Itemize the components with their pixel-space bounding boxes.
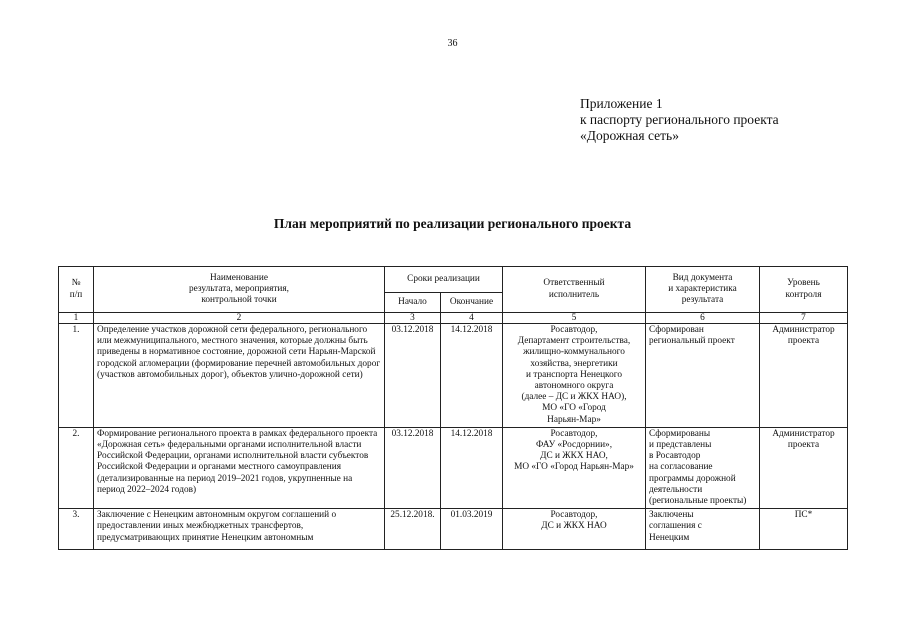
header-control-level: Уровень контроля: [760, 267, 848, 313]
appendix-line-2: к паспорту регионального проекта: [580, 112, 779, 127]
column-number: 4: [441, 313, 503, 324]
appendix-block: [580, 96, 779, 144]
row-control-level: Администратор проекта: [760, 427, 848, 508]
document-title: План мероприятий по реализации регионального проекта: [273, 216, 632, 231]
row-document: Сформирован региональный проект: [646, 324, 760, 428]
row-end-date: 14.12.2018: [441, 324, 503, 428]
header-document: Вид документа и характеристика результата: [646, 267, 760, 313]
header-end: Окончание: [441, 293, 503, 313]
row-number: 3.: [59, 509, 94, 550]
appendix-line-3: «Дорожная сеть»: [580, 128, 679, 143]
row-executor: Росавтодор, Департамент строительства, жилищно-коммунального хозяйства, энергетики и транспорта Ненецкого автономного округа (далее – ДС и ЖКХ НАО), МО «ГО «Город Нарьян-Мар»: [503, 324, 646, 428]
row-control-level: ПС*: [760, 509, 848, 550]
header-number: № п/п: [59, 267, 94, 313]
column-number: 5: [503, 313, 646, 324]
row-name: Определение участков дорожной сети федерального, регионального или межмуниципального, местного значения, которые должны быть приведены в нормативное состояние, дорожной сети Нарьян-Марской городской агломерации (формирование перечней автомобильных дорог (участков автомобильных дорог), объектов улично-дорожной сети): [94, 324, 385, 428]
column-number: 7: [760, 313, 848, 324]
header-terms: Сроки реализации: [385, 267, 503, 293]
column-number: 2: [94, 313, 385, 324]
row-start-date: 03.12.2018: [385, 324, 441, 428]
row-name: Заключение с Ненецким автономным округом соглашений о предоставлении иных межбюджетных трансфертов, предусматривающих принятие Ненецким автономным: [97, 510, 337, 543]
row-executor: Росавтодор, ДС и ЖКХ НАО: [503, 509, 646, 550]
row-control-level: Администратор проекта: [760, 324, 848, 428]
row-name: Формирование регионального проекта в рамках федерального проекта «Дорожная сеть» федеральными органами исполнительной власти Российской Федерации, органами исполнительной власти субъектов Российской Федерации и органами местного самоуправления (детализированные на период 2019–2021 годов, укрупненные на период 2022–2024 годов): [94, 427, 385, 508]
header-start: Начало: [385, 293, 441, 313]
row-number: 1.: [59, 324, 94, 428]
row-start-date: 03.12.2018: [385, 427, 441, 508]
row-start-date: 25.12.2018.: [385, 509, 441, 550]
column-number: 1: [59, 313, 94, 324]
row-executor: Росавтодор, ФАУ «Росдорнии», ДС и ЖКХ НАО, МО «ГО «Город Нарьян-Мар»: [503, 427, 646, 508]
column-number: 6: [646, 313, 760, 324]
table-row: [59, 509, 848, 550]
column-number-row: [59, 313, 848, 324]
appendix-line-1: Приложение 1: [580, 96, 663, 111]
row-document: Заключены соглашения с Ненецким: [646, 509, 760, 550]
header-name: Наименование результата, мероприятия, контрольной точки: [94, 267, 385, 313]
header-executor: Ответственный исполнитель: [503, 267, 646, 313]
activity-plan-table: [58, 266, 848, 550]
page-number: 36: [447, 38, 458, 49]
column-number: 3: [385, 313, 441, 324]
row-document: Сформированы и представлены в Росавтодор на согласование программы дорожной деятельности (региональные проекты): [646, 427, 760, 508]
table-row: [59, 324, 848, 428]
row-end-date: 01.03.2019: [441, 509, 503, 550]
row-number: 2.: [59, 427, 94, 508]
table-row: [59, 427, 848, 508]
row-end-date: 14.12.2018: [441, 427, 503, 508]
